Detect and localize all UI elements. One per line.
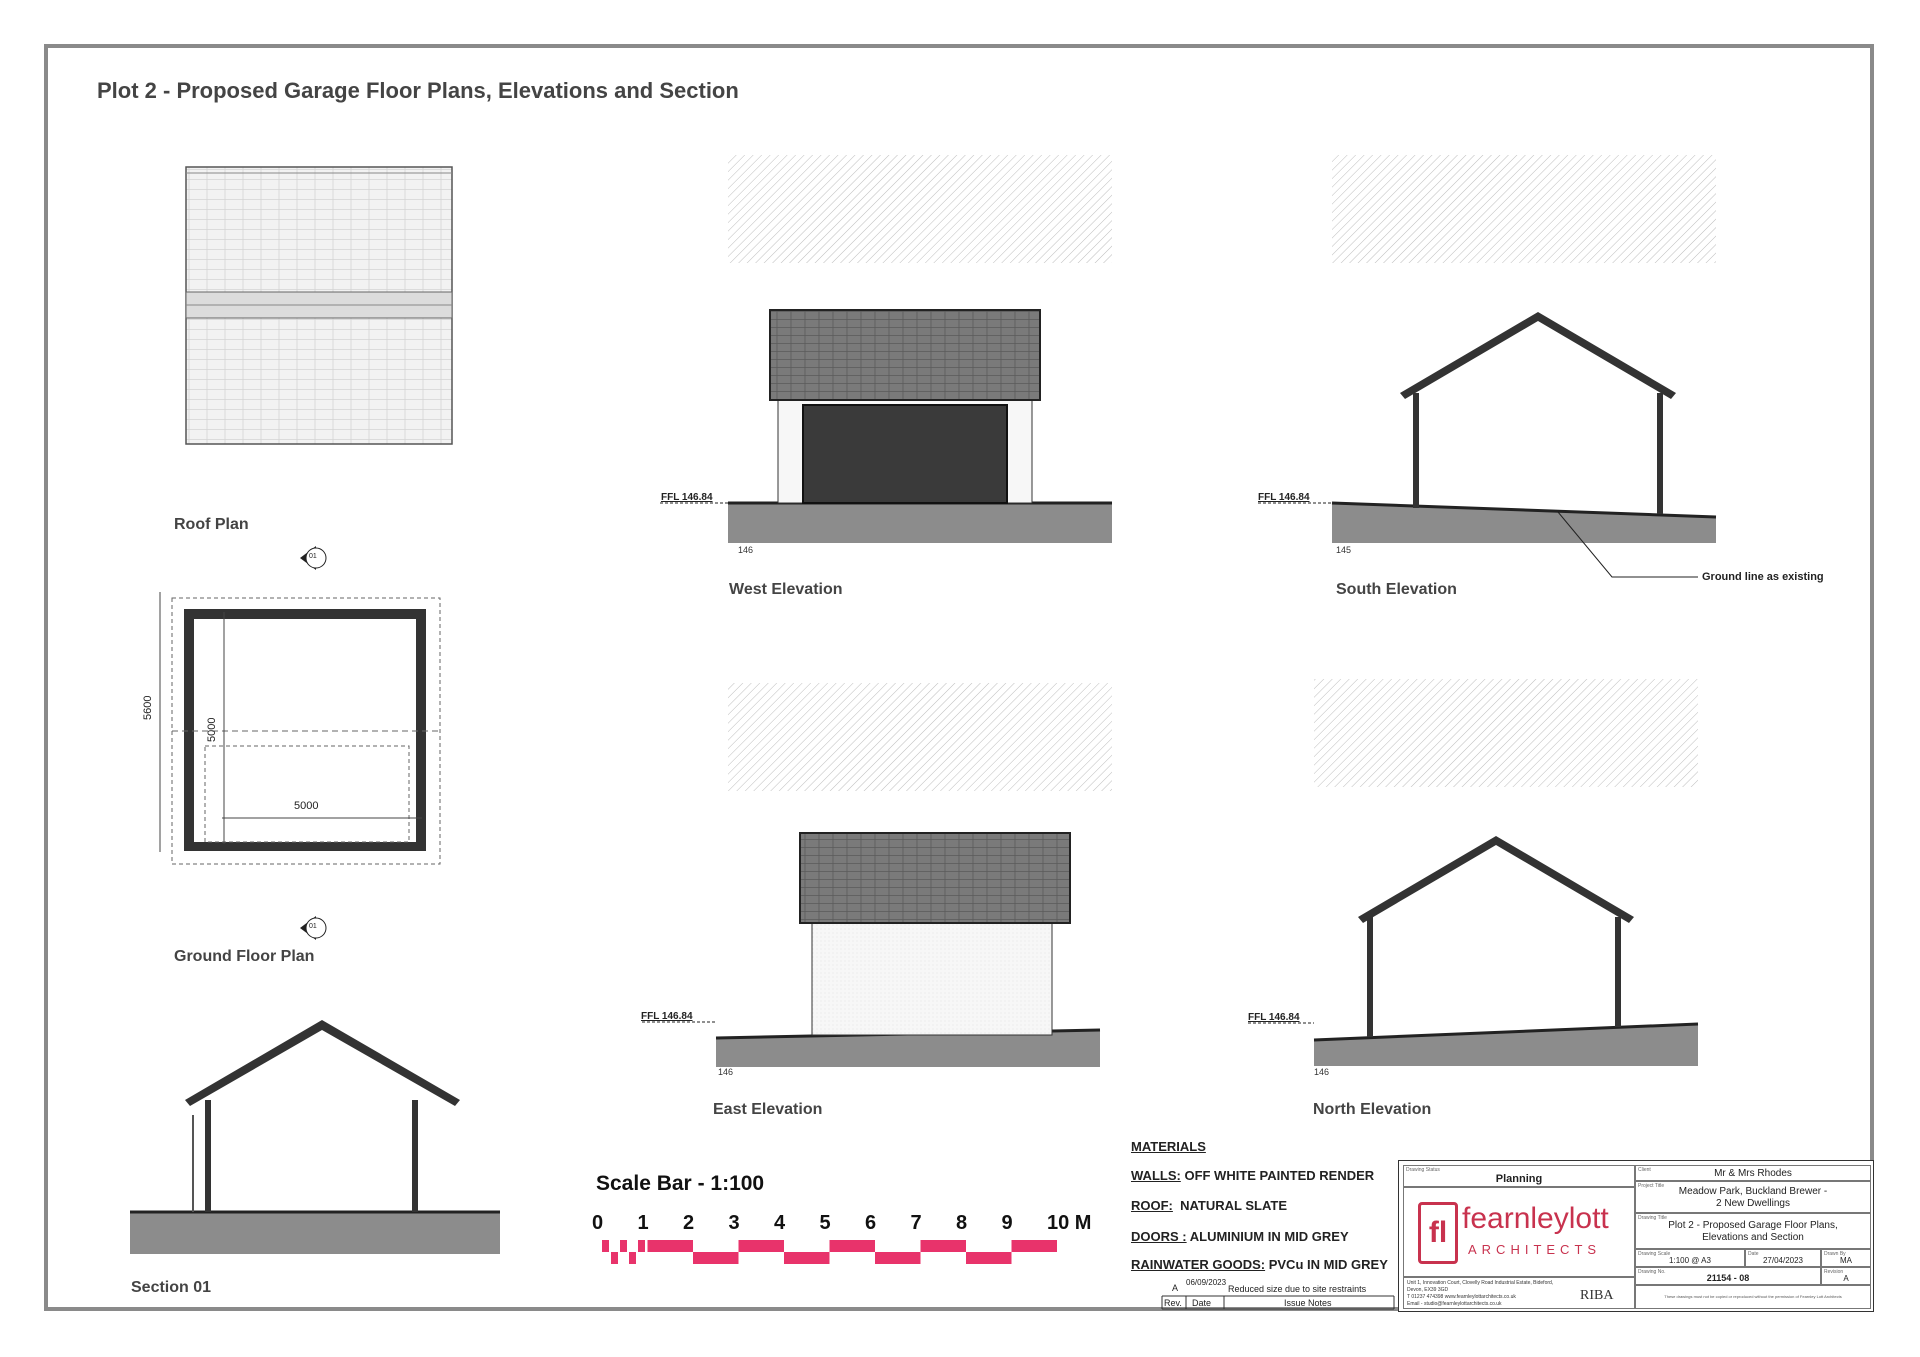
scale-bar-label-8: 8 xyxy=(956,1212,968,1234)
date-cell: Date 27/04/2023 xyxy=(1745,1249,1821,1267)
scale-bar-segment xyxy=(784,1252,830,1264)
logo-cell xyxy=(1403,1187,1635,1277)
ground-floor-plan-drawing xyxy=(160,592,440,864)
firm-logo-mark: fl xyxy=(1418,1202,1458,1264)
firm-address: Unit 1, Innovation Court, Clovelly Road Industrial Estate, Bideford, Devon, EX39 3GD xyxy=(1407,1280,1554,1293)
section-marker-top-label: 01 xyxy=(309,553,317,560)
scale-bar-label-0: 0 xyxy=(592,1212,604,1234)
scale-bar-label-7: 7 xyxy=(910,1212,922,1234)
section-01-drawing xyxy=(130,1020,500,1254)
north-ground-level: 146 xyxy=(1314,1067,1330,1077)
south-elevation-label: South Elevation xyxy=(1336,581,1457,598)
roof-plan-drawing xyxy=(186,167,452,444)
scale-cell: Drawing Scale 1:100 @ A3 xyxy=(1635,1249,1745,1267)
firm-name: fearnleylott xyxy=(1462,1202,1609,1235)
project-cell: Project Title Meadow Park, Buckland Brewer - 2 New Dwellings xyxy=(1635,1181,1871,1213)
revision-col-notes: Issue Notes xyxy=(1284,1298,1332,1308)
west-ground-level: 146 xyxy=(738,545,754,555)
scale-bar-label-6: 6 xyxy=(865,1212,877,1234)
west-ffl-label: FFL 146.84 xyxy=(661,492,713,503)
section-marker-bottom-label: 01 xyxy=(309,923,317,930)
drawing-number-cell: Drawing No. 21154 - 08 xyxy=(1635,1267,1821,1285)
scale-bar-segment xyxy=(693,1252,739,1264)
south-ffl-label: FFL 146.84 xyxy=(1258,492,1310,503)
scale-bar-label-1: 1 xyxy=(637,1212,649,1234)
scale-bar-segment xyxy=(830,1240,876,1252)
title-block xyxy=(1398,1160,1874,1312)
copyright-cell: These drawings must not be copied or reproduced without the permission of Fearnley Lott Architects xyxy=(1635,1285,1871,1309)
west-elevation-label: West Elevation xyxy=(729,581,843,598)
scale-bar-sub-segment xyxy=(611,1252,618,1264)
west-elevation-drawing xyxy=(728,155,1112,543)
status-cell: Drawing Status Planning xyxy=(1403,1165,1635,1187)
outer-dimension: 5600 xyxy=(142,695,154,720)
revision-col-date: Date xyxy=(1192,1298,1212,1308)
north-elevation-label: North Elevation xyxy=(1313,1101,1432,1118)
scale-bar-segment xyxy=(921,1240,967,1252)
inner-horizontal-dimension: 5000 xyxy=(294,800,319,812)
materials-doors: DOORS : ALUMINIUM IN MID GREY xyxy=(1131,1229,1349,1244)
scale-bar-label-10: 10 M xyxy=(1047,1212,1092,1234)
scale-bar-title: Scale Bar - 1:100 xyxy=(596,1172,765,1195)
revision-letter: A xyxy=(1172,1283,1179,1293)
materials-roof: ROOF: NATURAL SLATE xyxy=(1131,1198,1288,1213)
scale-bar-label-3: 3 xyxy=(728,1212,740,1234)
scale-bar-sub-segment xyxy=(602,1240,609,1252)
revision-note: Reduced size due to site restraints xyxy=(1228,1284,1367,1294)
riba-logo: RIBA xyxy=(1580,1288,1614,1303)
scale-bar-label-5: 5 xyxy=(819,1212,831,1234)
materials-rainwater: RAINWATER GOODS: PVCu IN MID GREY xyxy=(1131,1257,1388,1272)
address-cell xyxy=(1403,1277,1635,1309)
scale-bar xyxy=(596,1236,1066,1270)
scale-bar-segment xyxy=(966,1252,1012,1264)
south-ground-level: 145 xyxy=(1336,545,1352,555)
client-cell: Client Mr & Mrs Rhodes xyxy=(1635,1165,1871,1181)
firm-subtitle: ARCHITECTS xyxy=(1468,1242,1602,1257)
firm-email: Email - studio@fearnleylottarchitects.co.uk xyxy=(1407,1301,1502,1307)
scale-bar-label-4: 4 xyxy=(774,1212,786,1234)
east-ffl-label: FFL 146.84 xyxy=(641,1011,693,1022)
north-ffl-label: FFL 146.84 xyxy=(1248,1012,1300,1023)
drawing-title-cell: Drawing Title Plot 2 - Proposed Garage Floor Plans, Elevations and Section xyxy=(1635,1213,1871,1249)
firm-phone: T 01237 474398 www.fearnleylottarchitects.co.uk xyxy=(1407,1294,1516,1300)
roof-plan-label: Roof Plan xyxy=(174,516,249,533)
inner-vertical-dimension: 5000 xyxy=(206,717,218,742)
east-elevation-drawing xyxy=(716,683,1112,1067)
revision-cell: Revision A xyxy=(1821,1267,1871,1285)
revision-col-rev: Rev. xyxy=(1164,1298,1182,1308)
drawn-by-cell: Drawn By MA xyxy=(1821,1249,1871,1267)
scale-bar-sub-segment xyxy=(638,1240,645,1252)
scale-bar-sub-segment xyxy=(620,1240,627,1252)
materials-heading: MATERIALS xyxy=(1131,1139,1206,1154)
scale-bar-segment xyxy=(875,1252,921,1264)
scale-bar-label-2: 2 xyxy=(683,1212,695,1234)
section-01-label: Section 01 xyxy=(131,1279,212,1296)
scale-bar-label-9: 9 xyxy=(1001,1212,1013,1234)
east-elevation-label: East Elevation xyxy=(713,1101,823,1118)
scale-bar-segment xyxy=(648,1240,694,1252)
ground-floor-plan-label: Ground Floor Plan xyxy=(174,948,315,965)
scale-bar-segment xyxy=(1012,1240,1058,1252)
scale-bar-sub-segment xyxy=(629,1252,636,1264)
south-elevation-drawing xyxy=(1332,155,1716,543)
drawing-title: Plot 2 - Proposed Garage Floor Plans, Elevations and Section xyxy=(97,78,739,103)
revision-date: 06/09/2023 xyxy=(1186,1278,1227,1287)
north-elevation-drawing xyxy=(1314,679,1698,1066)
scale-bar-segment xyxy=(739,1240,785,1252)
materials-walls: WALLS: OFF WHITE PAINTED RENDER xyxy=(1131,1168,1375,1183)
ground-line-note: Ground line as existing xyxy=(1702,571,1824,583)
east-ground-level: 146 xyxy=(718,1067,734,1077)
